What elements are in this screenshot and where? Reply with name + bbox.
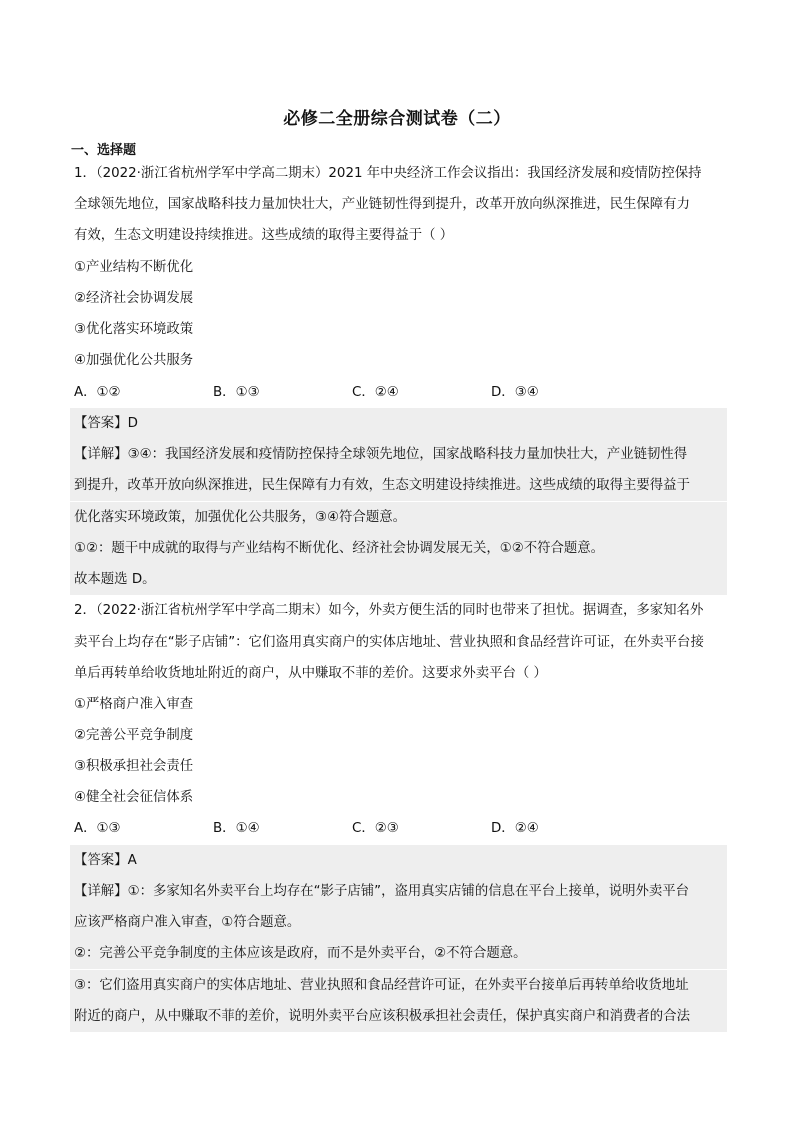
section-heading: 一、选择题 [71,143,137,158]
q2-option-d: D．②④ [491,821,539,836]
q2-answer-value: A [127,853,137,868]
q2-detail-line-3: ②：完善公平竞争制度的主体应该是政府，而不是外卖平台，②不符合题意。 [70,938,727,969]
q2-item-2: ②完善公平竞争制度 [74,728,194,743]
q2-detail-text-1: ①：多家知名外卖平台上均存在“影子店铺”，盗用真实店铺的信息在平台上接单，说明外卖平台 [127,884,690,899]
q2-detail-line-4: ③：它们盗用真实商户的实体店地址、营业执照和食品经营许可证，在外卖平台接单后再转单给收货地址 [70,970,727,1001]
q1-options [74,377,724,408]
q2-detail-line-2: 应该严格商户准入审查，①符合题意。 [70,907,727,938]
q2-detail-line-5: 附近的商户，从中赚取不菲的差价，说明外卖平台应该积极承担社会责任，保护真实商户和消费者的合法 [70,1001,727,1032]
q1-stem-line-3: 有效，生态文明建设持续推进。这些成绩的取得主要得益于（ ） [74,228,454,243]
q1-item-3: ③优化落实环境政策 [74,322,194,337]
q2-stem-line-1: 2．（2022·浙江省杭州学军中学高二期末）如今，外卖方便生活的同时也带来了担忧。据调查，多家知名外 [74,603,704,618]
q1-option-a: A．①② [74,385,121,400]
q1-item-1: ①产业结构不断优化 [74,260,194,275]
q1-answer-value: D [127,416,138,431]
q1-detail-line-5: 故本题选 D。 [70,564,727,595]
q1-detail-text-1: ③④：我国经济发展和疫情防控保持全球领先地位，国家战略科技力量加快壮大，产业链韧性得 [127,447,688,462]
q1-detail-line-3: 优化落实环境政策，加强优化公共服务，③④符合题意。 [70,502,727,533]
q1-detail-line-2: 到提升，改革开放向纵深推进，民生保障有力有效，生态文明建设持续推进。这些成绩的取得主要得益于 [70,470,727,501]
q1-detail-label: 【详解】 [74,447,128,462]
q2-option-a: A．①③ [74,821,121,836]
q1-item-2: ②经济社会协调发展 [74,291,194,306]
q2-option-c: C．②③ [352,821,399,836]
q2-stem-line-3: 单后再转单给收货地址附近的商户，从中赚取不菲的差价。这要求外卖平台（ ） [74,666,547,681]
q2-stem-line-2: 卖平台上均存在“影子店铺”：它们盗用真实商户的实体店地址、营业执照和食品经营许可证，在外卖平台接 [74,635,704,650]
q2-options [74,813,724,844]
q2-option-b: B．①④ [213,821,260,836]
q1-detail-line-1 [70,439,727,470]
q2-answer-label: 【答案】 [74,853,128,868]
q2-answer [70,845,727,876]
q2-item-1: ①严格商户准入审查 [74,697,194,712]
q1-option-d: D．③④ [491,385,539,400]
q2-item-3: ③积极承担社会责任 [74,759,194,774]
document-title: 必修二全册综合测试卷（二） [283,109,511,129]
q2-detail-label: 【详解】 [74,884,128,899]
q1-answer-label: 【答案】 [74,416,128,431]
q1-stem-line-2: 全球领先地位，国家战略科技力量加快壮大，产业链韧性得到提升，改革开放向纵深推进，民生保障有力 [74,197,690,212]
q1-detail-line-4: ①②：题干中成就的取得与产业结构不断优化、经济社会协调发展无关，①②不符合题意。 [70,533,727,564]
q1-stem-line-1: 1．（2022·浙江省杭州学军中学高二期末）2021 年中央经济工作会议指出：我国经济发展和疫情防控保持 [74,166,702,181]
q2-item-4: ④健全社会征信体系 [74,790,194,805]
q2-detail-line-1 [70,876,727,907]
q1-answer [70,408,727,439]
q1-item-4: ④加强优化公共服务 [74,353,194,368]
q1-option-c: C．②④ [352,385,399,400]
q1-option-b: B．①③ [213,385,260,400]
